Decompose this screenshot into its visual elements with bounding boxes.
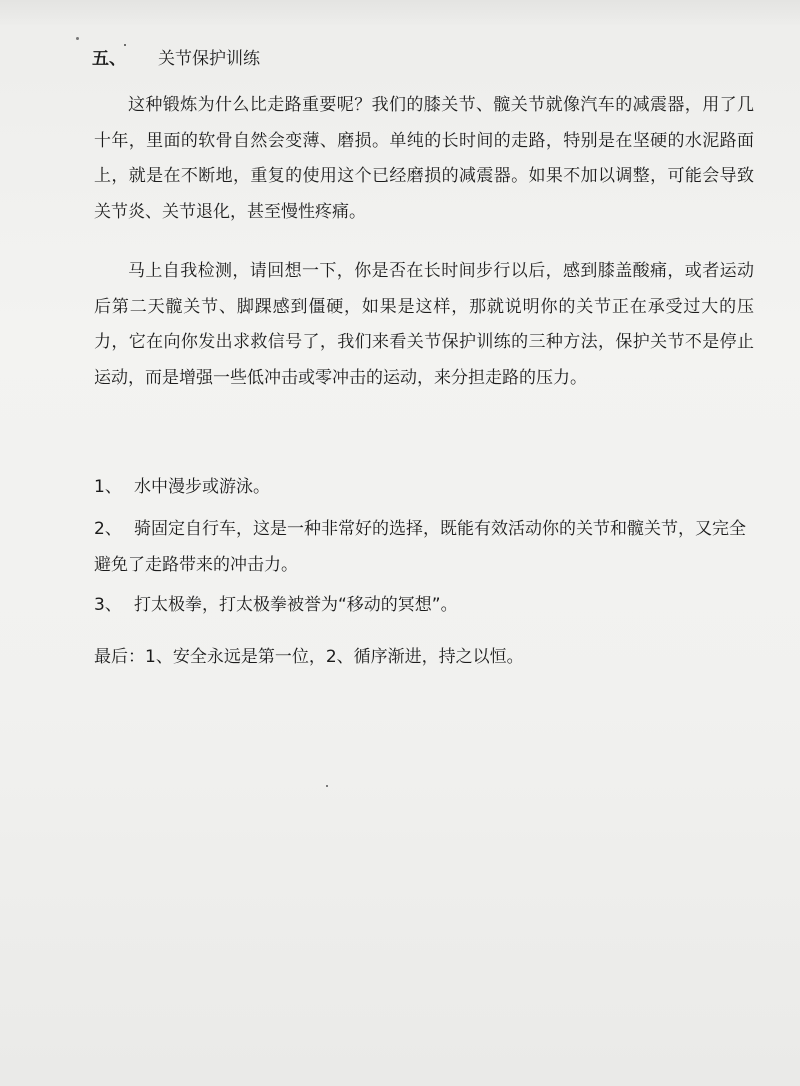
section-number: 五、 xyxy=(92,48,126,69)
list-item-text: 骑固定自行车，这是一种非常好的选择，既能有效活动你的关节和髋关节，又完全避免了走路带来的冲击力。 xyxy=(94,519,746,575)
list-item xyxy=(94,512,754,583)
paragraph-self-check: 马上自我检测，请回想一下，你是否在长时间步行以后，感到膝盖酸痛，或者运动后第二天髋关节、脚踝感到僵硬，如果是这样，那就说明你的关节正在承受过大的压力，它在向你发出求救信号了，我们来看关节保护训练的三种方法，保护关节不是停止运动，而是增强一些低冲击或零冲击的运动，来分担走路的压力。 xyxy=(94,261,754,388)
paper-speck xyxy=(124,44,126,46)
list-item xyxy=(94,470,754,506)
list-item-number: 1、 xyxy=(94,477,122,497)
page-shadow xyxy=(0,0,800,26)
paper-speck xyxy=(76,37,79,40)
list-item-text: 打太极拳，打太极拳被誉为“移动的冥想”。 xyxy=(134,595,458,615)
paragraph-explanation: 这种锻炼为什么比走路重要呢？我们的膝关节、髋关节就像汽车的减震器，用了几十年，里面的软骨自然会变薄、磨损。单纯的长时间的走路，特别是在坚硬的水泥路面上，就是在不断地，重复的使用这个已经磨损的减震器。如果不加以调整，可能会导致关节炎、关节退化，甚至慢性疼痛。 xyxy=(94,95,754,222)
list-item-text: 水中漫步或游泳。 xyxy=(134,477,270,497)
list-item xyxy=(94,588,754,624)
section-title: 关节保护训练 xyxy=(158,48,260,69)
paper-speck xyxy=(326,785,328,787)
list-item-number: 3、 xyxy=(94,595,122,615)
section-heading xyxy=(92,38,260,74)
closing-line: 最后：1、安全永远是第一位，2、循序渐进，持之以恒。 xyxy=(94,647,524,667)
list-item-number: 2、 xyxy=(94,519,122,539)
